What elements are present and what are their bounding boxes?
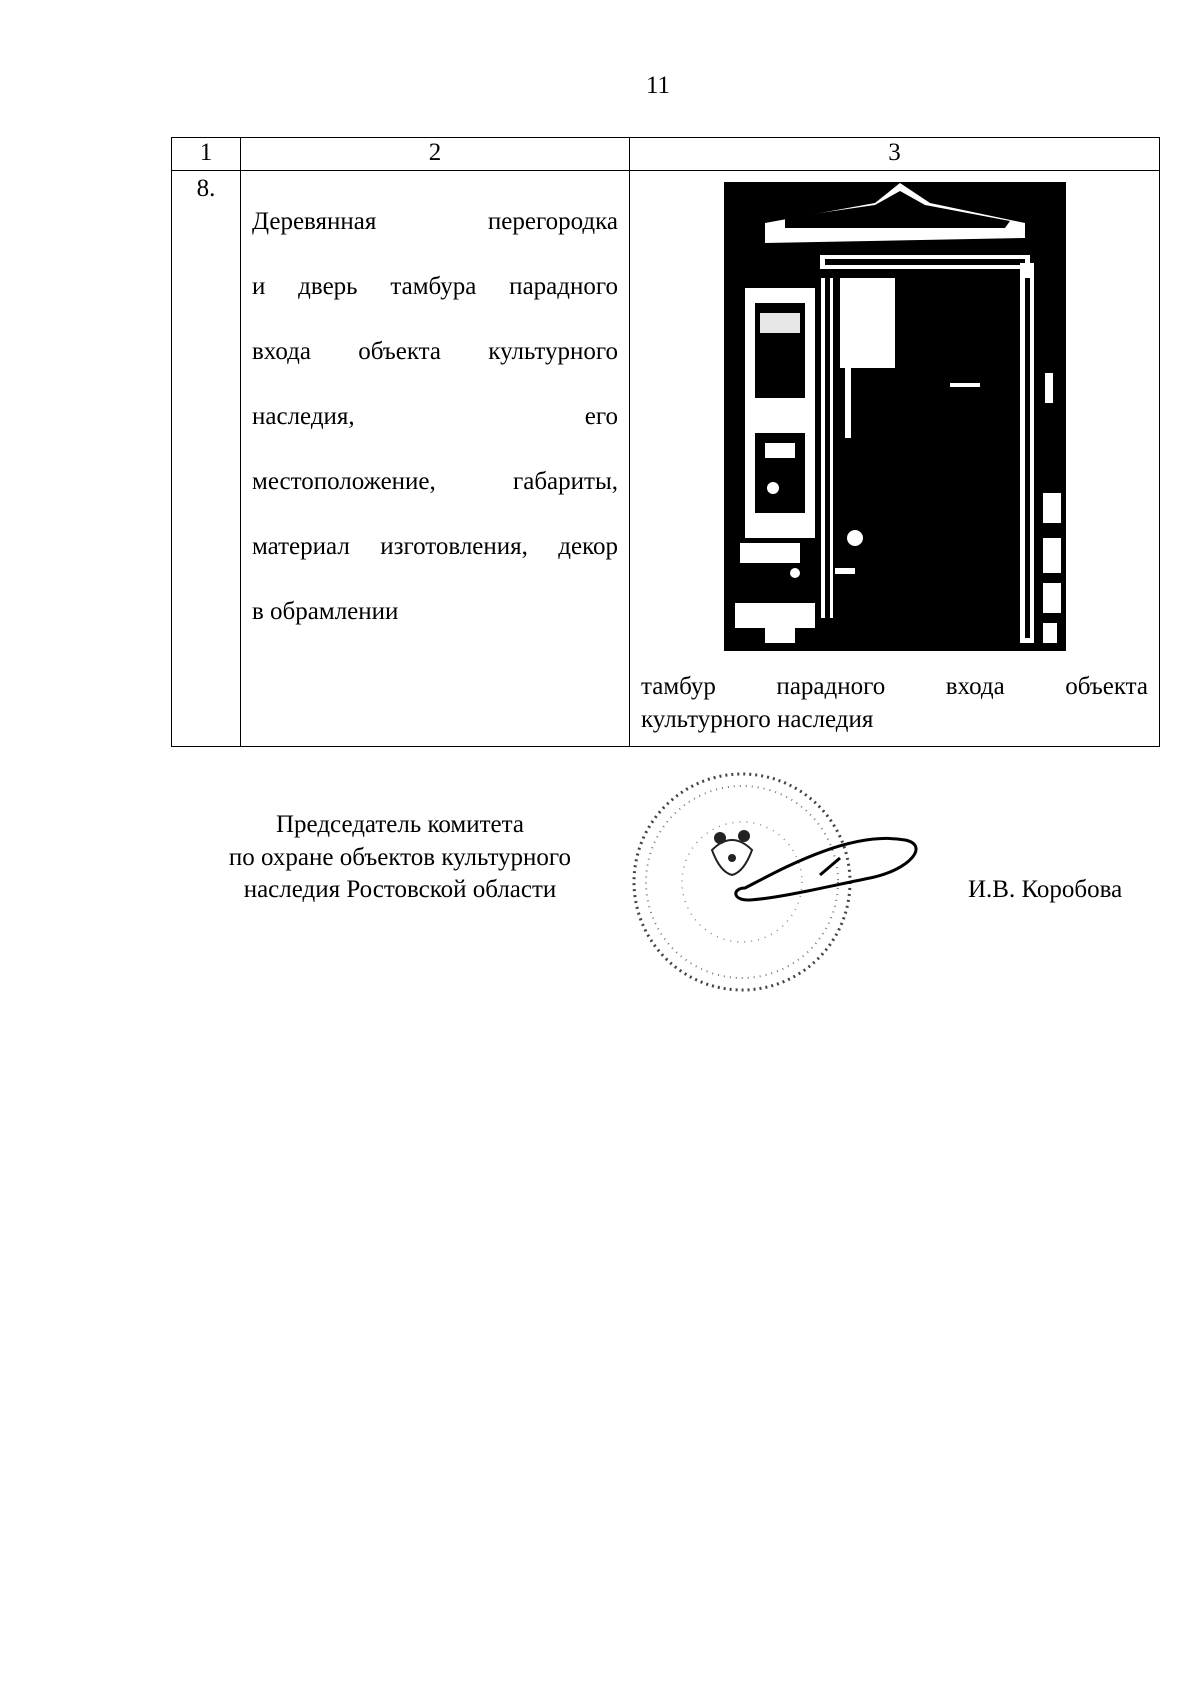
doorway-photo — [724, 182, 1066, 651]
table-header-row — [172, 138, 1160, 171]
caption-line: культурного наследия — [641, 705, 874, 733]
signatory-title-line: наследия Ростовской области — [243, 876, 557, 903]
signatory-title-line: Председатель комитета — [276, 811, 524, 838]
page-number: 11 — [645, 72, 671, 99]
description-line: в обрамлении — [252, 597, 399, 625]
eagle-emblem-icon — [712, 830, 752, 875]
photo-caption — [641, 671, 1148, 736]
heritage-table — [171, 137, 1160, 747]
description-line: и дверь тамбура парадного — [252, 272, 618, 300]
description-line: наследия, его — [252, 402, 618, 430]
column-header-1: 1 — [172, 138, 241, 171]
row-description — [241, 171, 630, 747]
signatory-name: И.В. Коробова — [968, 876, 1123, 903]
description-line: материал изготовления, декор — [252, 532, 618, 560]
handwritten-signature — [736, 838, 916, 900]
signatory-title — [190, 809, 610, 907]
signatory-title-line: по охране объектов культурного — [228, 843, 572, 871]
caption-line: тамбур парадного входа объекта — [641, 673, 1148, 700]
official-seal-stamp — [620, 760, 940, 1000]
row-number: 8. — [172, 171, 241, 747]
column-header-2: 2 — [241, 138, 630, 171]
description-line: Деревянная перегородка — [252, 207, 618, 235]
description-line: входа объекта культурного — [252, 337, 618, 365]
row-photo-cell — [630, 171, 1160, 747]
description-line: местоположение, габариты, — [252, 467, 618, 495]
table-row — [172, 171, 1160, 747]
column-header-3: 3 — [630, 138, 1160, 171]
